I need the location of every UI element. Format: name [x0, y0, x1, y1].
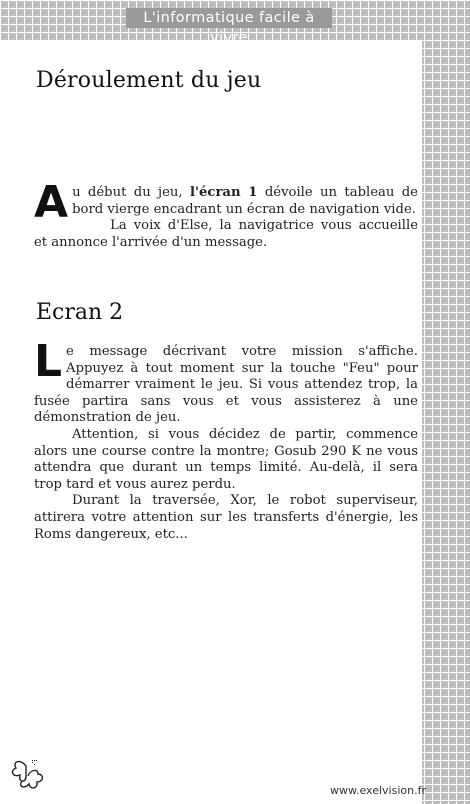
footer-url: www.exelvision.fr	[330, 784, 426, 797]
section2-paragraph-2: Attention, si vous décidez de partir, commence alors une course contre la montre; Gosub 290 K ne vous attendra que durant un temps limité. Au-delà, il sera trop tard et vous aurez perdu.	[34, 426, 418, 492]
section2-paragraph-3: Durant la traversée, Xor, le robot superviseur, attirera votre attention sur les transferts d'énergie, les Roms dangereux, etc...	[34, 493, 418, 542]
section-title-ecran2: Ecran 2	[36, 300, 124, 325]
left-margin	[0, 40, 26, 722]
section-title-deroulement: Déroulement du jeu	[36, 68, 262, 93]
dropcap-a: A	[34, 177, 69, 228]
header-banner: L'informatique facile à vivre	[126, 8, 332, 28]
section2-text: Le message décrivant votre mission s'affiche. Appuyez à tout moment sur la touche "Feu" pour démarrer vraiment le jeu. Si vous attendez trop, la fusée partira sans vous et vous assisterez à une démonstration de jeu. Attention, si vous décidez de partir, commence alors une course contre la montre; Gosub 290 K ne vous attendra que durant un temps limité. Au-delà, il sera trop tard et vous aurez perdu. Durant la traversée, Xor, le robot superviseur, attirera votre attention sur les transferts d'énergie, les Roms dangereux, etc...	[34, 336, 418, 542]
exelvision-logo-icon	[6, 756, 50, 796]
section1-text: Au début du jeu, l'écran 1 dévoile un tableau de bord vierge encadrant un écran de navigation vide. La voix d'Else, la navigatrice vous accueille et annonce l'arrivée d'un message.	[34, 177, 418, 250]
dropcap-l: L	[34, 336, 63, 387]
section1-paragraph-2: La voix d'Else, la navigatrice vous accueille et annonce l'arrivée d'un message.	[34, 218, 418, 250]
